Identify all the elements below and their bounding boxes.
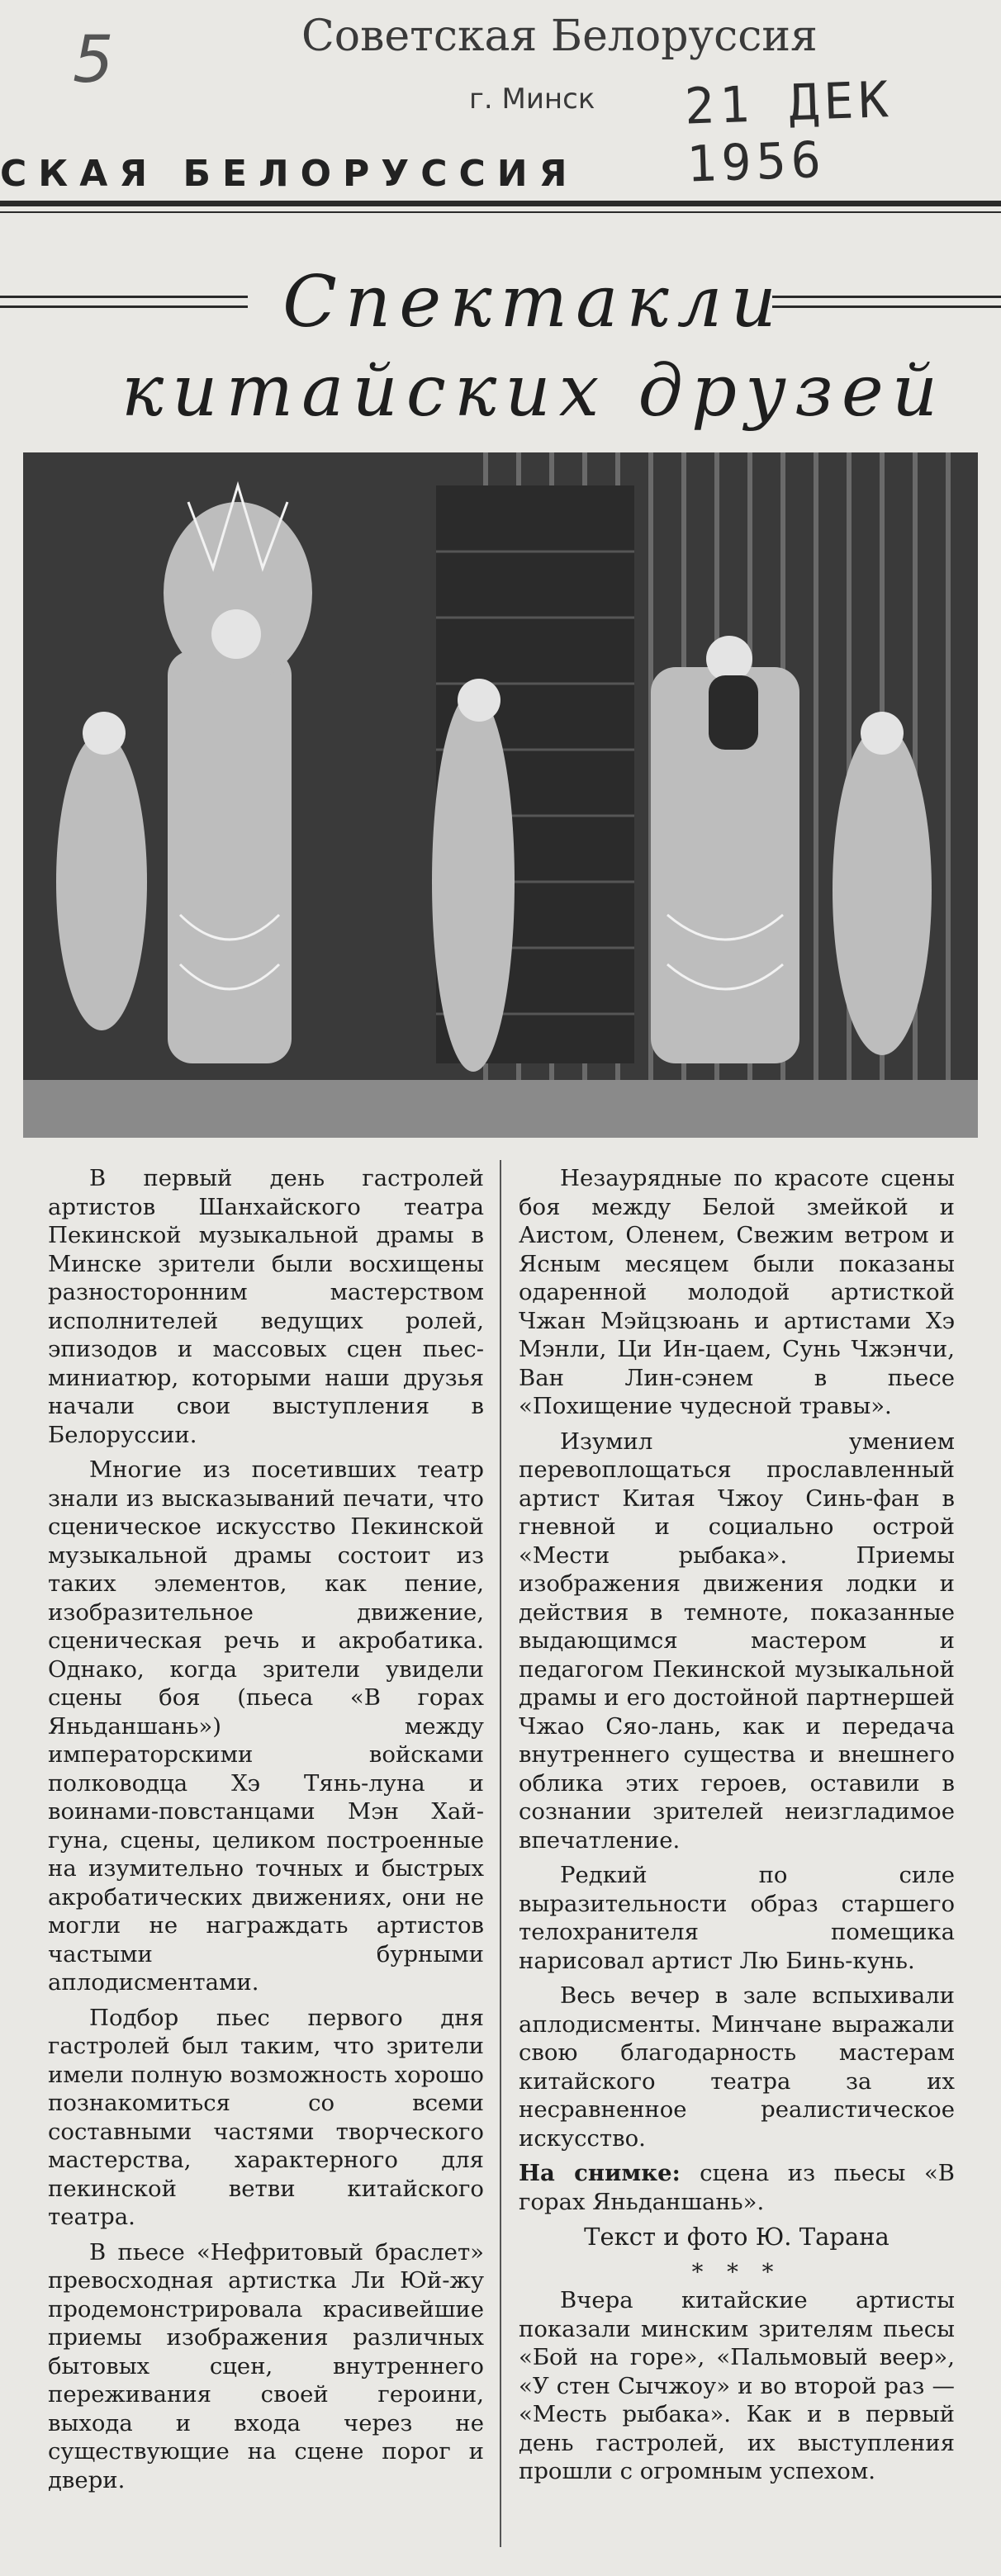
newspaper-stamp: Советская Белоруссия [301,12,818,61]
article-paragraph: Подбор пьес первого дня гастролей был таким, что зрители имели полную возможность хорошо познакомиться со всеми составными частями творческого мастерства, характерного для пекинской ветви китайского театра. [48,2004,484,2230]
caption-text: сцена из пьесы «В горах Яньданшань». [519,2160,955,2215]
postscript-paragraph: Вчера китайские артисты показали минским зрителям пьесы «Бой на горе», «Пальмовый веер», «У стен Сычжоу» и во второй раз — «Месть рыбака». Как и в первый день гастролей, их выступления прошли с огромным успехом. [519,2287,955,2484]
section-separator: * * * [691,2258,782,2285]
article-paragraph: Весь вечер в зале вспыхивали аплодисменты. Минчане выражали свою благодарность мастерам китайского театра за их несравненное реалистическое искусство. [519,1982,955,2152]
column-divider [500,1160,501,2547]
stage-photo [23,452,978,1138]
city-stamp: г. Минск [469,83,595,116]
date-stamp: 21 ДЕК 1956 [683,70,894,194]
photo-caption [519,2159,955,2216]
article-paragraph: В пьесе «Нефритовый браслет» превосходная артистка Ли Юй-жу продемонстрировала красивейшие приемы изображения различных бытовых сцен, внутреннего переживания своей героини, выхода и входа через не существующие на сцене порог и двери. [48,2238,484,2493]
article-column-left [48,1164,484,2501]
headline-line-2: китайских друзей [121,350,946,433]
article-paragraph: В первый день гастролей артистов Шанхайского театра Пекинской музыкальной драмы в Минске зрители были восхищены разносторонним мастерством исполнителей ведущих ролей, эпизодов и массовых сцен пьес-миниатюр, которыми наши друзья начали свои выступления в Белоруссии. [48,1165,484,1448]
masthead: СКАЯ БЕЛОРУССИЯ [0,153,579,195]
article-paragraph: Незаурядные по красоте сцены боя между Белой змейкой и Аистом, Оленем, Свежим ветром и Ясным месяцем были показаны одаренной молодой артисткой Чжан Мэйцзюань и артистами Хэ Мэнли, Ци Ин-цаем, Сунь Чжэнчи, Ван Лин-сэнем в пьесе «Похищение чудесной травы». [519,1165,955,1419]
caption-label: На снимке: [519,2160,681,2186]
article-column-right [519,1164,955,2493]
article-paragraph: Многие из посетивших театр знали из высказываний печати, что сценическое искусство Пекинской музыкальной драмы состоит из таких элементов, как пение, изобразительное движение, сценическая речь и акробатика. Однако, когда зрители увидели сцены боя (пьеса «В горах Яньданшань») между императорскими войсками полководца Хэ Тянь-луна и воинами-повстанцами Мэн Хай-гуна, сцены, целиком построенные на изумительно точных и быстрых акробатических движениях, они не могли не награждать артистов частыми бурными аплодисментами. [48,1456,484,1996]
stage-photo-drawing [23,452,978,1138]
article-paragraph: Изумил умением перевоплощаться прославленный артист Китая Чжоу Синь-фан в гневной и социально острой «Мести рыбака». Приемы изображения движения лодки и действия в темноте, показанные выдающимся мастером и педагогом Пекинской музыкальной драмы и его достойной партнершей Чжао Сяо-лань, как и передача внутреннего существа и внешнего облика этих героев, оставили в сознании зрителей неизгладимое впечатление. [519,1428,955,1854]
headline-line-1: Спектакли [282,261,785,343]
article-paragraph: Редкий по силе выразительности образ старшего телохранителя помещика нарисовал артист Лю Бинь-кунь. [519,1862,955,1974]
handwritten-number: 5 [73,23,114,97]
byline: Текст и фото Ю. Тарана [584,2223,890,2251]
masthead-rule [0,201,1001,206]
masthead-rule-thin [0,211,1001,213]
